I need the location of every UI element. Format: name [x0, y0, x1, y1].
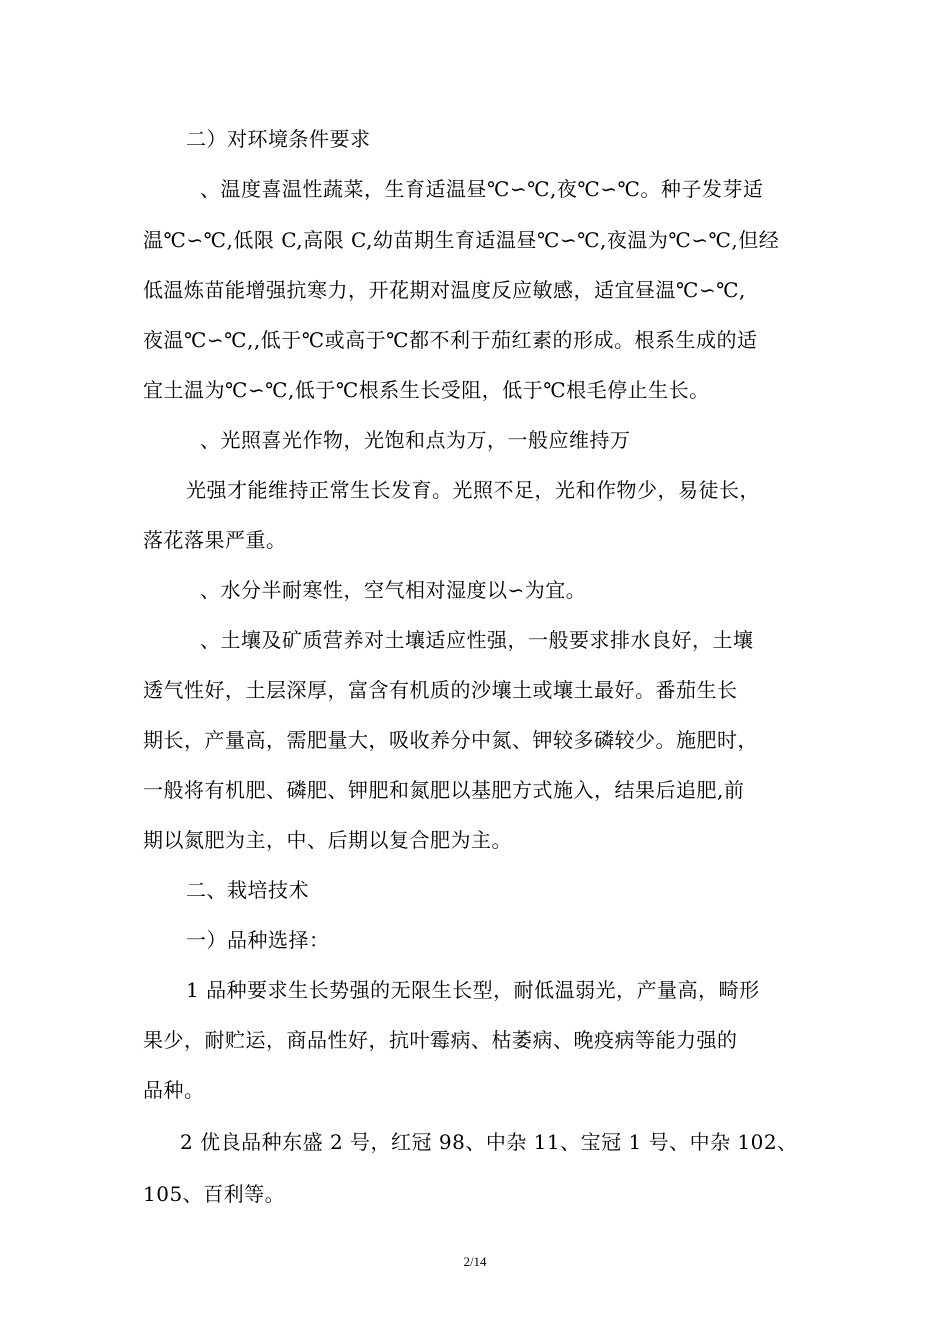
paragraph-line: 夜温℃∽℃,,低于℃或高于℃都不利于茄红素的形成。根系生成的适 — [143, 328, 758, 352]
paragraph-line: 果少，耐贮运，商品性好，抗叶霉病、枯萎病、晚疫病等能力强的 — [143, 1028, 738, 1052]
paragraph-line: 光强才能维持正常生长发育。光照不足，光和作物少，易徒长， — [186, 478, 760, 502]
subsection-heading-variety: 一）品种选择： — [186, 928, 330, 952]
paragraph-line: 品种。 — [143, 1078, 205, 1102]
paragraph-line: 、土壤及矿质营养对土壤适应性强，一般要求排水良好，土壤 — [200, 628, 754, 652]
paragraph-line: 宜土温为℃∽℃,低于℃根系生长受阻，低于℃根毛停止生长。 — [143, 378, 710, 402]
paragraph-line: 一般将有机肥、磷肥、钾肥和氮肥以基肥方式施入，结果后追肥,前 — [143, 778, 745, 802]
paragraph-line: 、光照喜光作物，光饱和点为万，一般应维持万 — [200, 428, 631, 452]
paragraph-line: 105、百利等。 — [143, 1182, 286, 1206]
paragraph-line: 温℃∽℃,低限 C,高限 C,幼苗期生育适温昼℃∽℃,夜温为℃∽℃,但经 — [143, 228, 780, 252]
page-number: 2/14 — [463, 1254, 487, 1269]
paragraph-line: 期长，产量高，需肥量大，吸收养分中氮、钾较多磷较少。施肥时， — [143, 728, 758, 752]
section-heading-cultivation: 二、栽培技术 — [186, 878, 309, 902]
paragraph-line: 1 品种要求生长势强的无限生长型，耐低温弱光，产量高，畸形 — [186, 978, 760, 1002]
paragraph-line: 透气性好，土层深厚，富含有机质的沙壤土或壤土最好。番茄生长 — [143, 678, 738, 702]
paragraph-line: 期以氮肥为主，中、后期以复合肥为主。 — [143, 828, 512, 852]
paragraph-line: 2 优良品种东盛 2 号，红冠 98、中杂 11、宝冠 1 号、中杂 102、 — [180, 1130, 798, 1154]
paragraph-line: 落花落果严重。 — [143, 528, 287, 552]
paragraph-line: 低温炼苗能增强抗寒力，开花期对温度反应敏感，适宜昼温℃∽℃, — [143, 278, 746, 302]
paragraph-line: 、温度喜温性蔬菜，生育适温昼℃∽℃,夜℃∽℃。种子发芽适 — [200, 177, 764, 201]
paragraph-line: 、水分半耐寒性，空气相对湿度以∽为宜。 — [200, 578, 587, 602]
section-heading-environment: 二）对环境条件要求 — [186, 127, 371, 151]
